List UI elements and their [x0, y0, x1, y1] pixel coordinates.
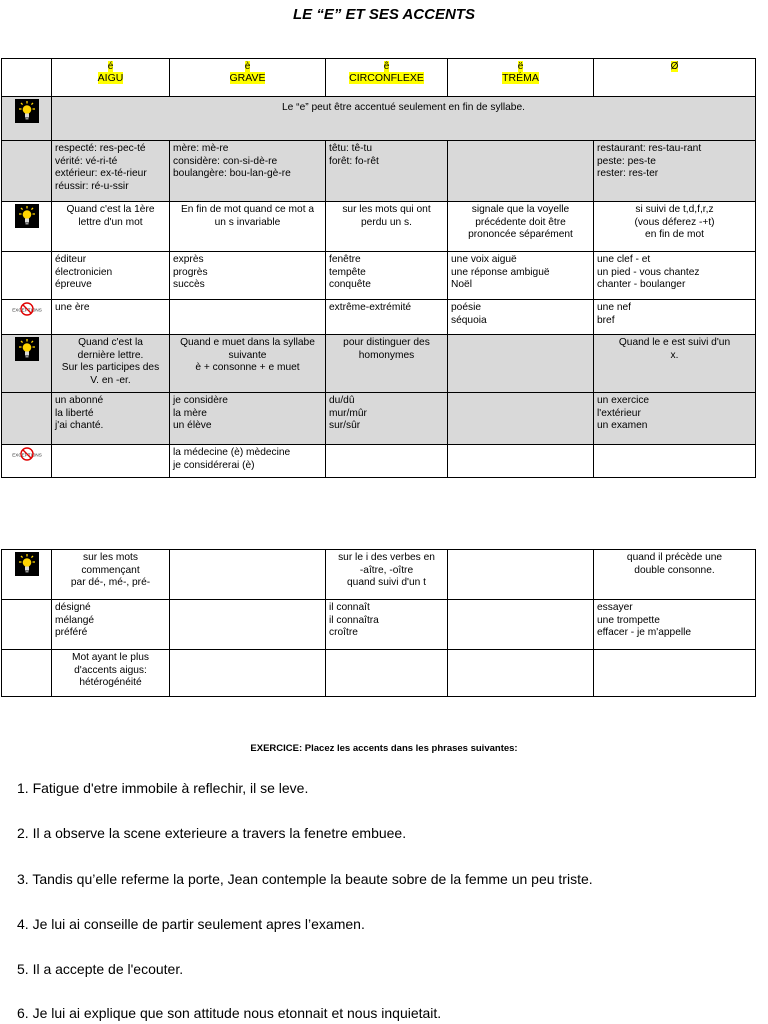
syllable-example-cell — [326, 141, 448, 202]
cell-line: mur/mûr — [329, 407, 367, 419]
example-cell — [170, 393, 326, 445]
cell-line: suivante — [228, 349, 267, 361]
cell-line: d'accents aigus: — [74, 664, 147, 676]
exception-cell — [170, 300, 326, 335]
rule-cell — [170, 335, 326, 393]
cell-line: sur le i des verbes en — [338, 552, 435, 563]
cell-line: une nef — [597, 302, 631, 313]
cell-line: quand suivi d'un t — [347, 577, 426, 588]
cell-line: lettre d'un mot — [78, 216, 143, 228]
cell-line: conquête — [329, 279, 371, 290]
cell-line: réussir: ré-u-ssir — [55, 180, 129, 192]
cell-line: En fin de mot quand ce mot a — [180, 204, 315, 215]
note-cell — [52, 650, 170, 697]
cell-line: sur/sûr — [329, 420, 361, 431]
syllable-example-cell — [52, 141, 170, 202]
cell-line: un élève — [173, 420, 212, 431]
exceptions-icon-cell — [2, 650, 52, 697]
exceptions-icon-cell — [2, 393, 52, 445]
rule-cell — [52, 550, 170, 600]
cell-line: la liberté — [55, 407, 94, 419]
exception-cell — [52, 445, 170, 478]
syllable-example-cell — [170, 141, 326, 202]
example-cell — [52, 393, 170, 445]
lightbulb-icon — [15, 552, 39, 576]
cell-line: préféré — [55, 627, 88, 638]
example-cell — [170, 600, 326, 650]
cell-line: respecté: res-pec-té — [55, 143, 146, 154]
exercise-sentence: 4. Je lui ai conseille de partir seulement apres l’examen. — [17, 916, 365, 932]
cell-line: séquoia — [451, 314, 487, 326]
example-cell — [448, 252, 594, 300]
cell-line: extrême-extrémité — [329, 302, 412, 313]
cell-line: électronicien — [55, 266, 113, 278]
exercise-sentence: 6. Je lui ai explique que son attitude nous etonnait et nous inquietait. — [17, 1005, 442, 1021]
accents-table — [1, 58, 756, 478]
cell-line: Sur les participes des — [61, 362, 160, 373]
cell-line: hétérogénéité — [79, 677, 142, 688]
cell-line: peste: pes-te — [597, 155, 656, 167]
exercise-sentence: 3. Tandis qu’elle referme la porte, Jean contemple la beaute sobre de la femme un peu triste. — [17, 871, 593, 887]
cell-line: è + consonne + e muet — [195, 362, 300, 373]
svg-text:EXCEPTIONS: EXCEPTIONS — [11, 307, 42, 313]
accent-name: CIRCONFLEXE — [349, 72, 424, 84]
cell-line: Noël — [451, 279, 472, 290]
syllable-example-cell — [448, 141, 594, 202]
cell-line: une clef - et — [597, 254, 651, 265]
exceptions-no-icon — [10, 447, 44, 461]
cell-line: effacer - je m'appelle — [597, 627, 692, 638]
accent-symbol: Ø — [670, 61, 679, 72]
cell-line: précédente doit être — [475, 216, 566, 228]
rule-icon-cell — [2, 97, 52, 141]
cell-line: fenêtre — [329, 254, 361, 265]
cell-line: Quand e muet dans la syllabe — [180, 337, 315, 348]
exceptions-icon-cell — [2, 252, 52, 300]
header-empty-cell — [2, 59, 52, 97]
exceptions-icon-cell — [2, 300, 52, 335]
cell-line: j'ai chanté. — [55, 420, 104, 431]
cell-line: succès — [173, 279, 205, 290]
accent-header — [448, 59, 594, 97]
rule-cell — [170, 550, 326, 600]
cell-line: une trompette — [597, 614, 660, 626]
accent-symbol: ê — [383, 61, 390, 72]
cell-line: par dé-, mé-, pré- — [70, 577, 151, 588]
cell-line: sur les mots qui ont — [342, 204, 431, 215]
cell-line: x. — [670, 349, 679, 361]
cell-line: restaurant: res-tau-rant — [597, 143, 702, 154]
cell-line: mélangé — [55, 614, 95, 626]
cell-line: quand il précède une — [626, 552, 723, 563]
exception-cell — [170, 445, 326, 478]
cell-line: un s invariable — [214, 216, 281, 228]
accent-header — [52, 59, 170, 97]
cell-line: il connaîtra — [329, 614, 379, 626]
exercise-sentence: 5. Il a accepte de l'ecouter. — [17, 961, 184, 977]
rule-cell — [594, 335, 756, 393]
cell-line: boulangère: bou-lan-gè-re — [173, 168, 291, 179]
rule-cell — [326, 202, 448, 252]
rule-cell — [448, 202, 594, 252]
exception-cell — [52, 300, 170, 335]
cell-line: une voix aiguë — [451, 254, 517, 265]
cell-line: si suivi de t,d,f,r,z — [635, 204, 714, 215]
example-cell — [170, 252, 326, 300]
cell-line: vérité: vé-ri-té — [55, 155, 118, 167]
example-cell — [448, 393, 594, 445]
cell-line: la mère — [173, 407, 207, 419]
accent-symbol: é — [107, 61, 114, 72]
cell-line: Quand le e est suivi d'un — [618, 337, 731, 348]
cell-line: poésie — [451, 302, 482, 313]
rule-cell — [170, 202, 326, 252]
exceptions-no-icon — [10, 302, 44, 316]
example-cell — [52, 600, 170, 650]
rule-icon-cell — [2, 202, 52, 252]
cell-line: double consonne. — [634, 564, 715, 576]
accents-table-continued — [1, 549, 756, 697]
cell-line: essayer — [597, 602, 633, 613]
rule-icon-cell — [2, 335, 52, 393]
cell-line: l'extérieur — [597, 407, 641, 419]
cell-line: forêt: fo-rêt — [329, 155, 379, 167]
cell-line: progrès — [173, 266, 208, 278]
rule-cell — [594, 550, 756, 600]
exception-cell — [594, 300, 756, 335]
accent-header — [594, 59, 756, 97]
cell-line: rester: res-ter — [597, 168, 659, 179]
cell-line: du/dû — [329, 395, 355, 406]
cell-line: la médecine (è) mèdecine — [173, 447, 291, 458]
cell-line: en fin de mot — [645, 229, 704, 240]
cell-line: il connaît — [329, 602, 370, 613]
rule-cell — [52, 335, 170, 393]
cell-line: je considérerai (è) — [173, 459, 255, 471]
rule-cell — [326, 550, 448, 600]
cell-line: Quand c'est la 1ère — [66, 204, 155, 215]
note-cell — [170, 650, 326, 697]
exception-cell — [594, 445, 756, 478]
cell-line: désigné — [55, 602, 91, 613]
example-cell — [52, 252, 170, 300]
example-cell — [594, 252, 756, 300]
page-title: LE “E” ET SES ACCENTS — [293, 6, 475, 23]
cell-line: une ère — [55, 302, 90, 313]
accent-name: TRÉMA — [502, 72, 539, 84]
example-cell — [594, 600, 756, 650]
exception-cell — [448, 300, 594, 335]
cell-line: croître — [329, 627, 358, 638]
exception-cell — [326, 300, 448, 335]
accent-symbol: è — [244, 61, 251, 72]
cell-line: je considère — [173, 395, 228, 406]
accent-name: AIGU — [97, 72, 124, 84]
cell-line: -aître, -oître — [359, 564, 414, 576]
exercise-title: EXERCICE: Placez les accents dans les phrases suivantes: — [250, 743, 518, 754]
note-cell — [326, 650, 448, 697]
cell-line: un examen — [597, 420, 648, 431]
lightbulb-icon — [15, 204, 39, 228]
accent-symbol: ë — [517, 61, 524, 72]
example-cell — [448, 600, 594, 650]
exception-cell — [326, 445, 448, 478]
accent-header — [170, 59, 326, 97]
example-cell — [594, 393, 756, 445]
cell-line: un exercice — [597, 395, 650, 406]
example-cell — [326, 600, 448, 650]
cell-line: exprès — [173, 254, 204, 265]
cell-line: homonymes — [358, 349, 415, 361]
cell-line: tempête — [329, 266, 366, 278]
rule-cell — [448, 550, 594, 600]
cell-line: mère: mè-re — [173, 143, 229, 154]
example-cell — [326, 252, 448, 300]
svg-text:EXCEPTIONS: EXCEPTIONS — [11, 452, 42, 458]
exceptions-icon-cell — [2, 445, 52, 478]
cell-line: pour distinguer des — [343, 337, 430, 348]
exceptions-icon-cell — [2, 600, 52, 650]
exercise-sentence: 1. Fatigue d'etre immobile à reflechir, il se leve. — [17, 780, 309, 796]
rule-cell — [448, 335, 594, 393]
note-cell — [594, 650, 756, 697]
rule-cell — [52, 202, 170, 252]
note-cell — [448, 650, 594, 697]
accent-header — [326, 59, 448, 97]
lightbulb-icon — [15, 99, 39, 123]
cell-line: extérieur: ex-té-rieur — [55, 168, 147, 179]
cell-line: sur les mots — [83, 552, 138, 563]
rule-cell — [594, 202, 756, 252]
rule-banner: Le “e” peut être accentué seulement en fin de syllabe. — [52, 97, 756, 141]
cell-line: (vous déferez -+t) — [634, 216, 715, 228]
example-cell — [326, 393, 448, 445]
cell-line: une réponse ambiguë — [451, 266, 550, 278]
cell-line: V. en -er. — [90, 374, 131, 386]
cell-line: Quand c'est la — [78, 337, 143, 348]
rule-icon-cell — [2, 550, 52, 600]
accent-name: GRAVE — [229, 72, 266, 84]
cell-line: commençant — [81, 564, 140, 576]
rule-cell — [326, 335, 448, 393]
syllable-example-cell — [594, 141, 756, 202]
cell-line: perdu un s. — [361, 216, 412, 228]
cell-line: signale que la voyelle — [471, 204, 570, 215]
cell-line: bref — [597, 314, 615, 326]
cell-line: un pied - vous chantez — [597, 266, 700, 278]
cell-line: chanter - boulanger — [597, 279, 686, 290]
cell-line: dernière lettre. — [77, 349, 144, 361]
cell-line: considère: con-si-dè-re — [173, 155, 278, 167]
cell-line: têtu: tê-tu — [329, 143, 373, 154]
cell-line: un abonné — [55, 395, 104, 406]
exception-cell — [448, 445, 594, 478]
cell-line: éditeur — [55, 254, 87, 265]
exceptions-icon-cell — [2, 141, 52, 202]
cell-line: prononcée séparément — [468, 229, 573, 240]
cell-line: Mot ayant le plus — [71, 652, 149, 663]
cell-line: épreuve — [55, 279, 92, 290]
lightbulb-icon — [15, 337, 39, 361]
exercise-sentence: 2. Il a observe la scene exterieure a travers la fenetre embuee. — [17, 825, 407, 841]
